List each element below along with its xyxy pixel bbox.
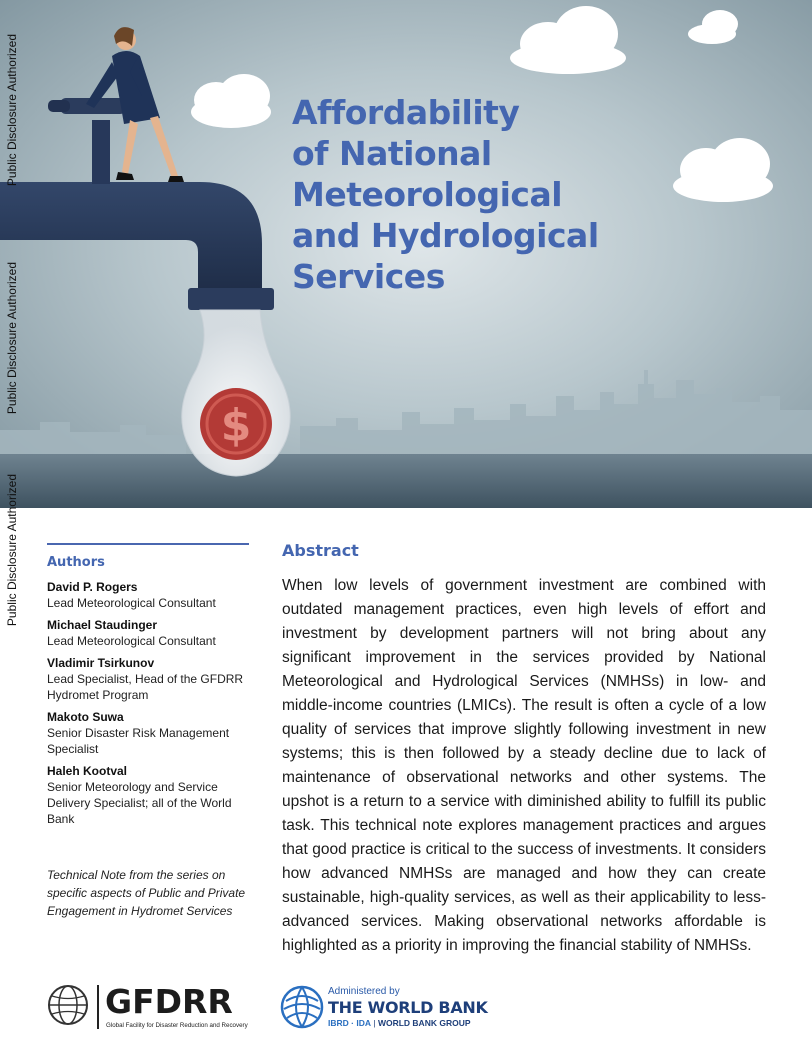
gfdrr-logo [47,982,247,1034]
author-entry [47,763,249,827]
author-name: David P. Rogers [47,580,138,594]
author-entry [47,617,249,649]
authors-panel [47,543,249,833]
divider [47,543,249,545]
author-entry [47,709,249,757]
world-bank-globe-icon [280,985,324,1029]
author-name: Vladimir Tsirkunov [47,656,155,670]
authors-heading: Authors [47,555,105,570]
world-bank-name: THE WORLD BANK [328,998,488,1017]
svg-text:$: $ [220,400,252,451]
author-role: Senior Meteorology and Service Delivery Specialist; all of the World Bank [47,780,232,826]
gfdrr-wordmark: GFDRR [105,982,233,1021]
globe-icon [47,984,89,1026]
author-entry [47,579,249,611]
separator: | [373,1018,376,1028]
author-role: Lead Specialist, Head of the GFDRR Hydromet Program [47,672,244,702]
disclosure-label: Public Disclosure Authorized [5,474,19,627]
title-line: Affordability [292,93,520,132]
author-name: Haleh Kootval [47,764,128,778]
dollar-coin-icon [200,388,272,460]
abstract-section [282,541,766,958]
series-note: Technical Note from the series on specific aspects of Public and Private Engagement in Hydromet Services [47,868,246,918]
ibrd-ida-label: IBRD · IDA [328,1018,371,1028]
author-role: Senior Disaster Risk Management Specialist [47,726,230,756]
world-bank-group-label: WORLD BANK GROUP [377,1018,471,1028]
disclosure-label: Public Disclosure Authorized [5,262,19,415]
cover-illustration [0,0,812,508]
administered-by-label: Administered by [328,986,400,997]
title-line: and Hydrological [292,216,599,255]
world-bank-subline [328,1018,471,1028]
author-role: Lead Meteorological Consultant [47,596,216,610]
title-line: Meteorological [292,175,563,214]
author-role: Lead Meteorological Consultant [47,634,216,648]
title-line: of National [292,134,492,173]
abstract-body: When low levels of government investment are combined with outdated management practices, even high levels of effort and investment by development partners will not bring about any significant improvement in the services provided by National Meteorological and Hydrological Services (NMHSs) in low- and middle-income countries (LMICs). The result is often a cycle of a low quality of services that improve slightly following investment in new systems; this is then followed by a steady decline due to lack of maintenance of observational networks and other systems. The upshot is a return to a service with diminished ability to fulfill its public task. This technical note explores management practices and argues that good practice is critical to the success of investments. It considers how advanced NMHSs are managed and how they can create sustainable, high-quality services, as well as their applicability to less-advanced services. Making observational networks affordable is highlighted as a priority in improving the financial stability of NMHSs. [282,577,766,954]
title-line: Services [292,257,445,296]
world-bank-logo [280,984,520,1036]
author-name: Makoto Suwa [47,710,124,724]
divider [97,985,99,1029]
author-name: Michael Staudinger [47,618,158,632]
author-entry [47,655,249,703]
gfdrr-tagline: Global Facility for Disaster Reduction and Recovery [106,1022,248,1029]
disclosure-label: Public Disclosure Authorized [5,34,19,187]
abstract-heading: Abstract [282,541,359,560]
document-title [292,92,632,297]
